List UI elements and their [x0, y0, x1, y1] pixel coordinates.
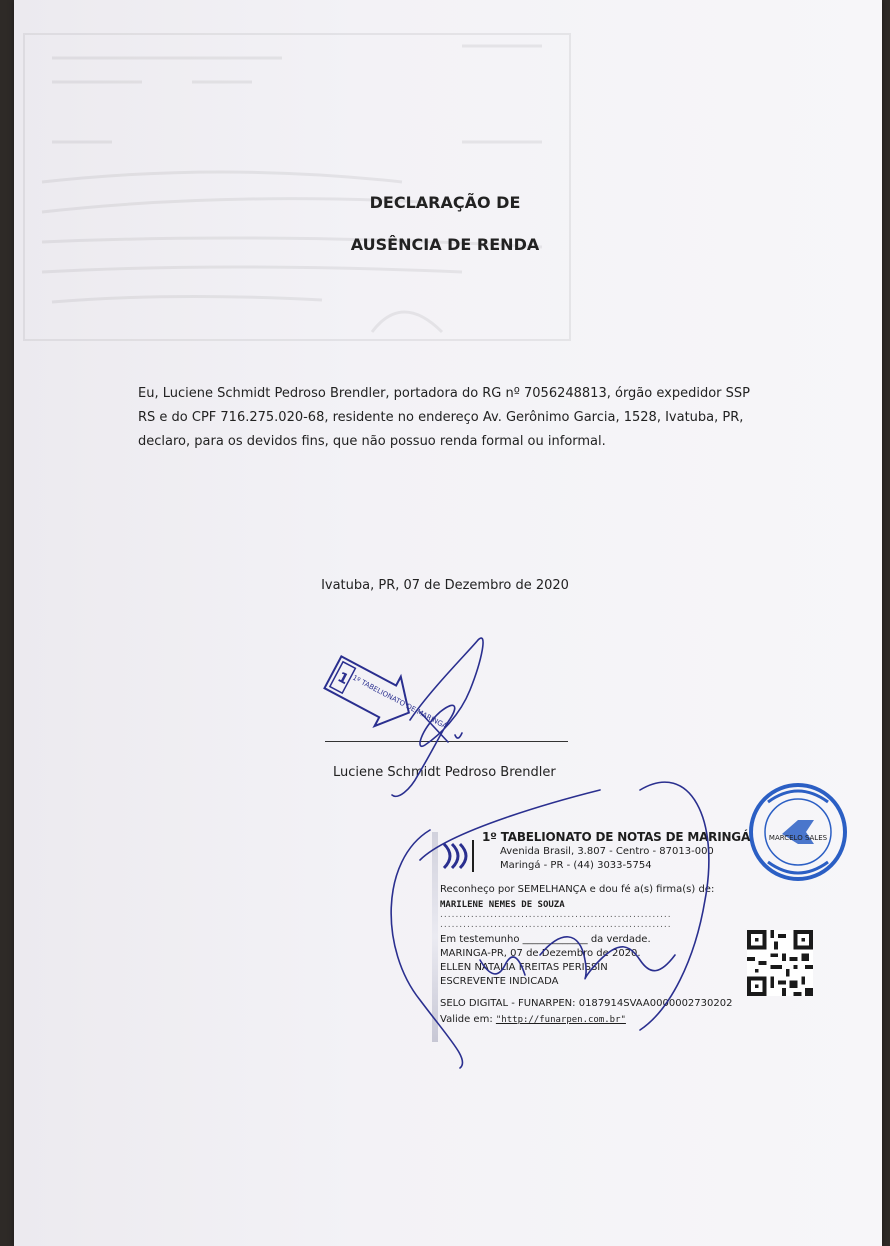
signature-line [325, 741, 568, 742]
validate-line [440, 1014, 626, 1025]
notary-round-seal [748, 782, 848, 882]
svg-text:1: 1 [334, 669, 351, 689]
notary-recognition-stamp [418, 824, 751, 1044]
clerk-name: ELLEN NATALIA FREITAS PERISSIN [440, 962, 608, 973]
place-date: Ivatuba, PR, 07 de Dezembro de 2020 [321, 578, 569, 593]
declaration-title-line2: AUSÊNCIA DE RENDA [350, 235, 540, 254]
validate-label: Valide em: [440, 1014, 493, 1025]
notary-address-line2: Maringá - PR - (44) 3033-5754 [500, 860, 652, 871]
notary-logo-icon [436, 836, 476, 876]
dotted-line: ............................................................ [440, 920, 672, 930]
show-through-text [22, 32, 572, 342]
seal-name: MARCELO SALES [768, 834, 828, 842]
declaration-body: Eu, Luciene Schmidt Pedroso Brendler, portadora do RG nº 7056248813, órgão expedidor SSP RS e do CPF 716.275.020-68, residente no endereço Av. Gerônimo Garcia, 1528, Ivatuba, PR, declaro, para os devidos fins, que não possuo renda formal ou informal. [138, 386, 750, 449]
declaration-title-line1: DECLARAÇÃO DE [369, 193, 521, 212]
testimony-line: Em testemunho _____________ da verdade. [440, 934, 651, 945]
recognition-text: Reconheço por SEMELHANÇA e dou fé a(s) firma(s) de: [440, 884, 715, 895]
stamp-date: MARINGA-PR, 07 de Dezembro de 2020. [440, 948, 641, 959]
qr-code-icon [746, 930, 814, 996]
office-arrow-stamp-text: 1º TABELIONATO DE MARINGÁ [351, 673, 449, 731]
dotted-line: ............................................................ [440, 910, 672, 920]
notary-office-name: 1º TABELIONATO DE NOTAS DE MARINGÁ [482, 830, 751, 844]
notary-address-line1: Avenida Brasil, 3.807 - Centro - 87013-000 [500, 846, 714, 857]
signatory-name: MARILENE NEMES DE SOUZA [440, 900, 565, 910]
validate-url[interactable]: "http://funarpen.com.br" [495, 1015, 626, 1025]
signer-name: Luciene Schmidt Pedroso Brendler [333, 765, 556, 780]
office-arrow-stamp [320, 652, 449, 732]
clerk-role: ESCREVENTE INDICADA [440, 976, 559, 987]
digital-seal-code: SELO DIGITAL - FUNARPEN: 0187914SVAA0000002730202 [440, 998, 733, 1009]
